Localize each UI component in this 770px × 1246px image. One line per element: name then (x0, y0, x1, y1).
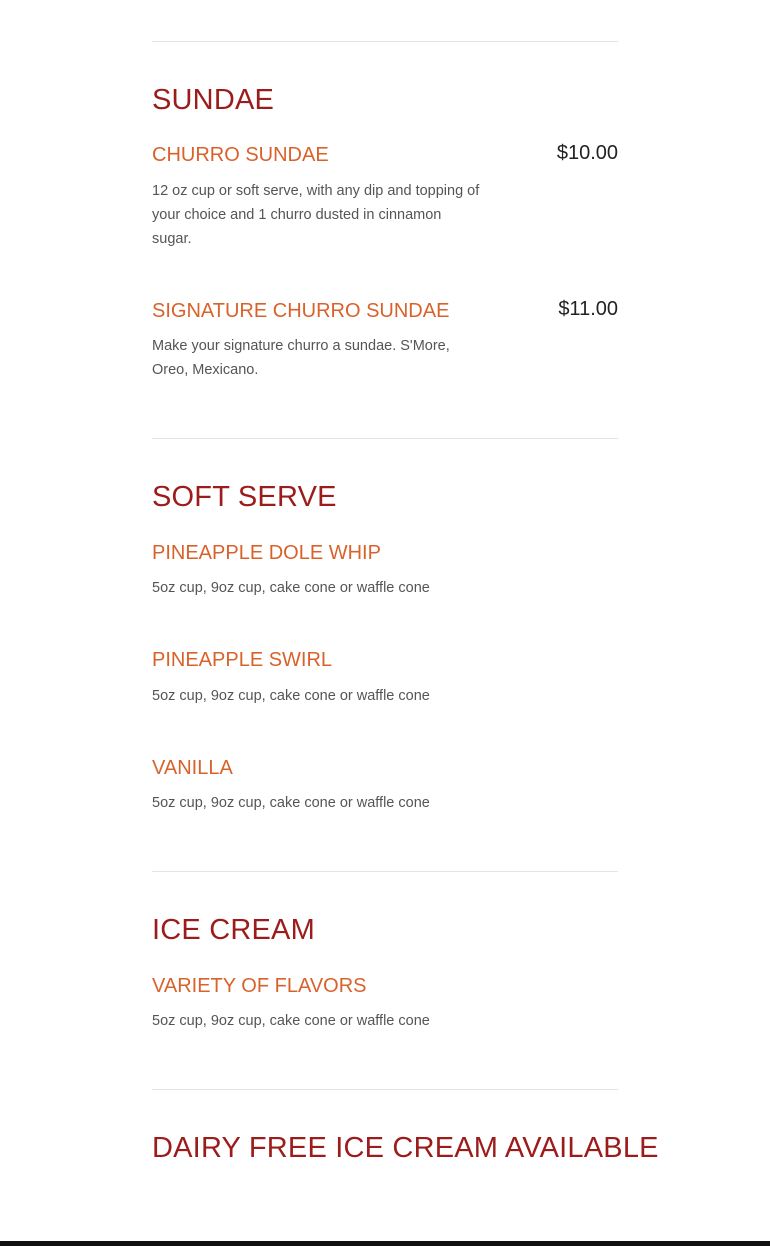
item-price: $10.00 (556, 142, 618, 164)
item-description: Make your signature churro a sundae. S'More, Oreo, Mexicano. (152, 338, 450, 378)
section-title-dairy-free: DAIRY FREE ICE CREAM AVAILABLE (152, 1132, 659, 1164)
section-divider (152, 871, 618, 872)
section-title-soft-serve: SOFT SERVE (152, 481, 337, 513)
footer-bar (0, 1241, 770, 1246)
item-name: SIGNATURE CHURRO SUNDAE (152, 300, 450, 322)
section-divider (152, 1089, 618, 1090)
item-name: VANILLA (152, 757, 233, 779)
section-title-ice-cream: ICE CREAM (152, 914, 315, 946)
item-name: CHURRO SUNDAE (152, 144, 329, 166)
item-name: PINEAPPLE SWIRL (152, 649, 333, 671)
item-description: 5oz cup, 9oz cup, cake cone or waffle cone (152, 1013, 430, 1029)
item-description: 5oz cup, 9oz cup, cake cone or waffle cone (152, 688, 430, 704)
item-description: 5oz cup, 9oz cup, cake cone or waffle cone (152, 580, 430, 596)
item-description: 5oz cup, 9oz cup, cake cone or waffle cone (152, 795, 430, 811)
item-description: 12 oz cup or soft serve, with any dip and topping of your choice and 1 churro dusted in cinnamon sugar. (152, 183, 480, 247)
item-price: $11.00 (558, 298, 618, 320)
section-title-sundae: SUNDAE (152, 84, 275, 116)
section-divider (152, 41, 618, 42)
item-name: VARIETY OF FLAVORS (152, 975, 367, 997)
section-divider (152, 438, 618, 439)
item-name: PINEAPPLE DOLE WHIP (152, 542, 381, 564)
